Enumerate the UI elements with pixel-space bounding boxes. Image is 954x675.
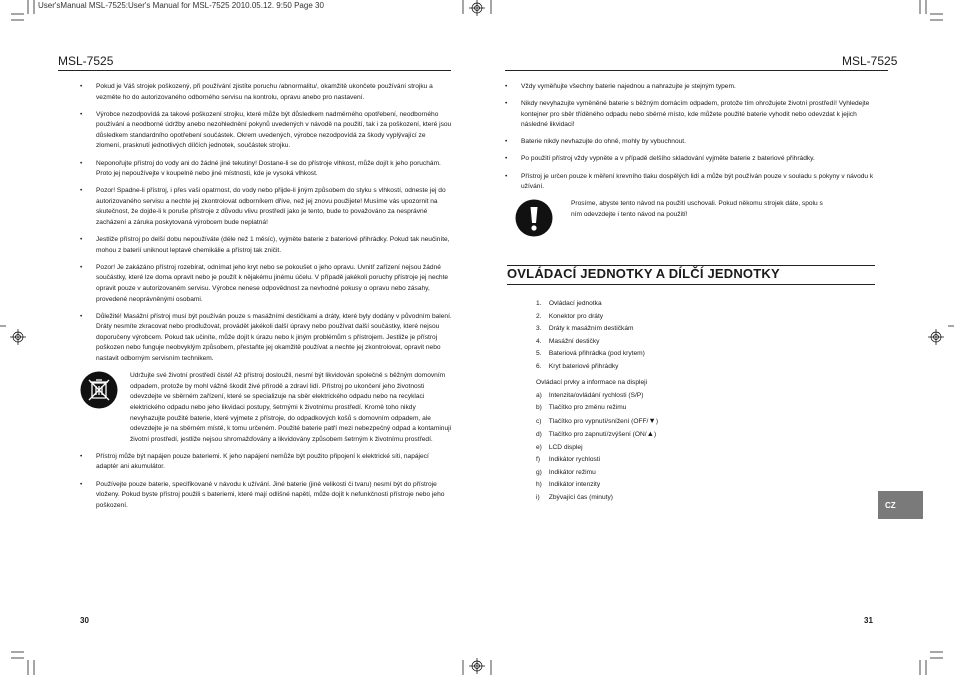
registration-mark-left xyxy=(10,329,26,345)
list-item: b) Tlačítko pro změnu režimu xyxy=(536,404,627,411)
list-item: d) Tlačítko pro zapnutí/zvýšení (ON/▲) xyxy=(536,429,657,438)
up-triangle-icon: ▲ xyxy=(646,429,655,438)
controls-heading: Ovládací prvky a informace na displeji xyxy=(536,379,648,386)
language-tab: CZ xyxy=(878,491,923,519)
recycle-note-text: Udržujte své životní prostředí čisté! Až přístroj dosloužil, nesmí být likvidován společně s běžným domovním odpadem, protože by mohl vážně škodit živé přírodě a zdraví lidí. Přístroj po ukončení jeho životnosti odevzdejte ve sběrném zařízení, které se specializuje na sběr elektrického odpadu nebo na recyklaci elektrického odpadu nebo jeho likvidaci postupy, šetrnými k životnímu prostředí. Kromě toho nikdy nevyhazujte použité baterie, které vyjmete z přístroje, do odpadkových košů s domovním odpadem, ale odevzdejte je na sběrném místě, k tomu určeném. Použité baterie patří mezi nebezpečný odpad a kontaminují životní prostředí, jestliže nejsou shromažďovány a likvidovány způsobem šetrným k životnímu prostředí. xyxy=(130,372,452,443)
section-title: OVLÁDACÍ JEDNOTKY A DÍLČÍ JEDNOTKY xyxy=(507,265,875,285)
registration-mark-right xyxy=(928,329,944,345)
registration-mark-bottom xyxy=(469,658,485,674)
list-item: f) Indikátor rychlosti xyxy=(536,456,601,463)
safety-item: • Pozor! Je zakázáno přístroj rozebírat, odnímat jeho kryt nebo se pokoušet o jeho opravu. Uvnitř zařízení nejsou žádné součástky, které lze doma opravit nebo je použít k nějakému jinému účelu. V případě jakékoli poruchy přístroje jej nechte opravit pouze v autorizovaném servisu. Výrobce nenese odpovědnost za nevhodné pokusy o opravu nebo zásahy, provedené neoprávněnými osobami. xyxy=(80,263,452,305)
model-title-right: MSL-7525 xyxy=(842,54,898,68)
list-item: h) Indikátor intenzity xyxy=(536,481,601,488)
list-item: e) LCD displej xyxy=(536,443,583,451)
safety-item: • Výrobce nezodpovídá za takové poškození strojku, které může být důsledkem nadměrného opotřebení, neodborného používání a neodborné údržby anebo nezohlednění pokynů uvedených v návodě na použití, tak i za poškození, které jsou důsledkem standardního opotřebení součástek. Okrem uvedených, výrobce nezodpovídá za škody vyplývající ze zlomení, prasknutí jednotlivých dílčích jednotek, součástek strojku. xyxy=(80,110,452,152)
safety-item: • Baterie nikdy nevhazujte do ohně, mohly by vybuchnout. xyxy=(505,137,877,148)
print-header: User'sManual MSL-7525:User's Manual for MSL-7525 2010.05.12. 9:50 Page 30 xyxy=(38,1,324,10)
left-column xyxy=(80,82,452,518)
safety-item: • Pokud je Váš strojek poškozený, při používání zjistíte poruchu /abnormalitu/, okamžitě ukončete používání strojku a vezměte ho do autorizovaného odborného servisu na kontrolu, opravu anebo pro nastavení. xyxy=(80,82,452,103)
header-rule-right xyxy=(505,70,888,71)
page-number-right: 31 xyxy=(864,616,873,625)
list-item: 4. Masážní destičky xyxy=(536,337,600,345)
right-column xyxy=(505,82,877,244)
model-title-left: MSL-7525 xyxy=(58,54,114,68)
down-triangle-icon: ▼ xyxy=(648,415,656,425)
recycle-bin-icon xyxy=(80,371,118,409)
safety-item: • Pozor! Spadne-li přístroj, i přes vaši opatrnost, do vody nebo přijde-li jiným způsobem do styku s vlhkostí, odneste jej do autorizovaného servisu a nechte jej zkontrolovat odborníkem dříve, než jej znovu použijete! Musíme vás upozornit na skutečnost, že dojde-li k poruše přístroje z důvodu vlivu prostředí jako je tento, bude to považováno za nesprávné zacházení a záruka poskytovaná výrobcem bude neplatná! xyxy=(80,186,452,228)
list-item: c) Tlačítko pro vypnutí/snížení (OFF/▼) xyxy=(536,415,659,425)
safety-item: • Přístroj je určen pouze k měření krevního tlaku dospělých lidí a může být používán pouze v souladu s pokyny v návodu k užívání. xyxy=(505,172,877,193)
component-list xyxy=(536,298,658,504)
list-item: i) Zbývající čas (minuty) xyxy=(536,493,613,501)
warning-note-text: Prosíme, abyste tento návod na použití uschovali. Pokud někomu strojek dáte, spolu s ním odevzdejte i tento návod na použití! xyxy=(571,200,823,218)
list-item: a) Intenzita/ovládání rychlosti (S/P) xyxy=(536,391,644,399)
safety-item: • Používejte pouze baterie, specifikované v návodu k užívání. Jiné baterie (jiné velikosti či tvaru) nesmí být do přístroje vloženy. Pokud byste přístroj použili s bateriemi, které mají odlišné napětí, může dojít k nefunkčnosti přístroje nebo jeho poškození. xyxy=(80,480,452,512)
safety-item: • Důležité! Masážní přístroj musí být používán pouze s masážními destičkami a dráty, které byly dodány v původním balení. Dráty nesmíte zkracovat nebo prodlužovat, provádět jakékoli další úpravy nebo používat další součástky, které nejsou doporučeny výrobcem. Pokud tak učiníte, může dojít k úrazu nebo k jiným problémům s přístrojem. Jestliže je přístroj poškozen nebo funguje neobvyklým způsobem, přestaňte jej okamžitě používat a nechte jej zkontrolovat, opravit nebo nastavit odborným servisním technikem. xyxy=(80,312,452,365)
safety-item: • Po použití přístroj vždy vypněte a v případě delšího skladování vyjměte baterie z bateriové přihrádky. xyxy=(505,154,877,165)
safety-item: • Jestliže přístroj po delší dobu nepoužíváte (déle než 1 měsíc), vyjměte baterie z bateriové přihrádky. Pokud tak neučiníte, mohou z baterií uniknout leptavé chemikálie a přístroj tak zničit. xyxy=(80,235,452,256)
safety-item: • Neponořujte přístroj do vody ani do žádné jiné tekutiny! Dostane-li se do přístroje vlhkost, může dojít k jeho poruchám. Proto jej nepoužívejte v koupelně nebo jiné místnosti, kde je vysoká vlhkost. xyxy=(80,159,452,180)
safety-item: • Vždy vyměňujte všechny baterie najednou a nahrazujte je stejným typem. xyxy=(505,82,877,93)
list-item: 6. Kryt bateriové přihrádky xyxy=(536,362,619,370)
safety-item: • Nikdy nevyhazujte vyměněné baterie s běžným domácím odpadem, protože tím ohrožujete životní prostředí! Vyhledejte kontejner pro sběr tříděného odpadu nebo sběrné místo, kde můžete použité baterie vyhodit nebo odevzdat k jejich následné likvidaci! xyxy=(505,99,877,131)
header-rule-left xyxy=(58,70,451,71)
list-item: 2. Konektor pro dráty xyxy=(536,312,604,320)
list-item: 3. Dráty k masážním destičkám xyxy=(536,325,634,332)
page-number-left: 30 xyxy=(80,616,89,625)
safety-item: • Přístroj může být napájen pouze bateriemi. K jeho napájení nemůže být použito připojení k elektrické síti, napájecí adaptér ani akumulátor. xyxy=(80,452,452,473)
recycle-note xyxy=(80,371,452,445)
list-item: g) Indikátor režimu xyxy=(536,468,596,476)
warning-note xyxy=(505,199,877,237)
exclamation-icon xyxy=(515,199,553,237)
list-item: 1. Ovládací jednotka xyxy=(536,300,602,307)
registration-mark-top xyxy=(469,0,485,16)
list-item: 5. Bateriová přihrádka (pod krytem) xyxy=(536,350,645,357)
